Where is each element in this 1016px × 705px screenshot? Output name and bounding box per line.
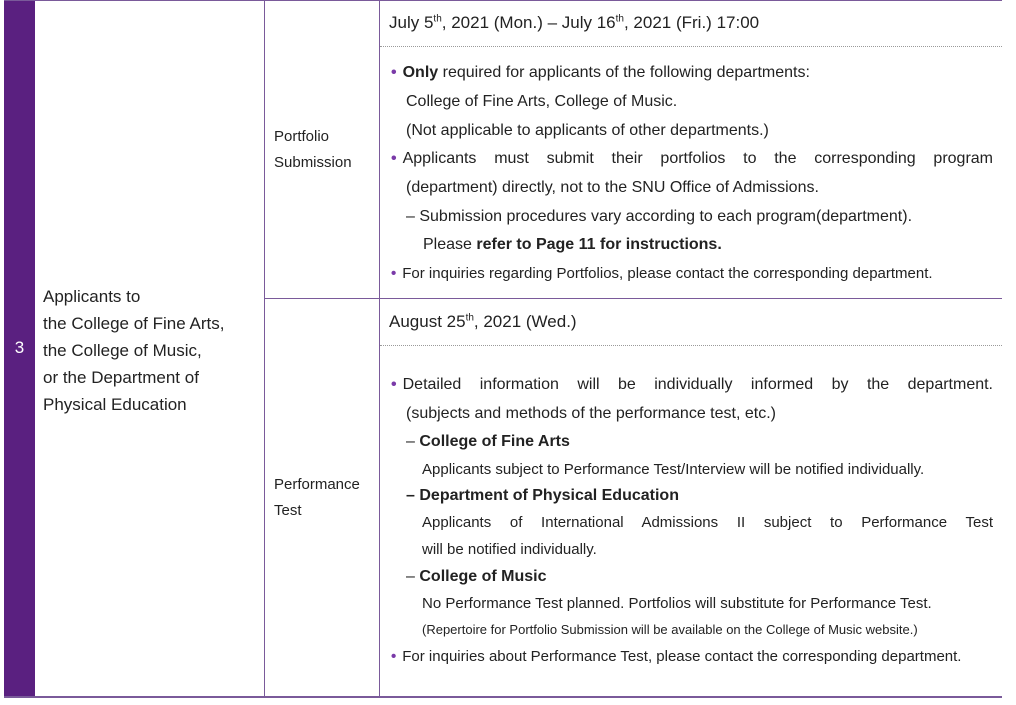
date-part: August 25	[389, 312, 466, 331]
applicant-line: Physical Education	[43, 395, 187, 414]
music-heading	[406, 568, 546, 586]
detail-line-1	[391, 376, 993, 394]
fine-arts-text: Applicants subject to Performance Test/Interview will be notified individually.	[422, 461, 925, 478]
fine-arts-heading	[406, 433, 570, 451]
fine-arts-title: College of Fine Arts	[419, 433, 570, 450]
bullet-icon: •	[391, 376, 397, 393]
category-line: Test	[274, 502, 302, 519]
date-suffix: th	[433, 13, 442, 25]
category-line: Performance	[274, 476, 360, 493]
date-part: , 2021 (Mon.) – July 16	[441, 13, 616, 32]
pe-text-1: Applicants of International Admissions II subject to Performance Test	[422, 514, 993, 531]
bullet-icon: •	[391, 150, 397, 167]
row-number: 3	[14, 338, 25, 357]
category-line: Submission	[274, 154, 352, 171]
only-text: required for applicants of the following departments:	[442, 64, 810, 81]
date-part: , 2021 (Wed.)	[473, 312, 577, 331]
music-text: No Performance Test planned. Portfolios will substitute for Performance Test.	[422, 595, 932, 612]
bullet-icon: •	[391, 265, 397, 282]
applicant-line: the College of Music,	[43, 341, 202, 360]
dash: –	[406, 487, 415, 504]
refer-text: refer to Page 11 for instructions.	[476, 236, 722, 253]
submit-text: Applicants must submit their portfolios to the corresponding program	[402, 150, 993, 167]
not-applicable-line: (Not applicable to applicants of other departments.)	[406, 122, 769, 139]
applicant-line: or the Department of	[43, 368, 199, 387]
performance-inquiries-line	[391, 648, 961, 665]
pe-text-2: will be notified individually.	[422, 541, 597, 558]
submit-line-2: (department) directly, not to the SNU Office of Admissions.	[406, 179, 819, 196]
date-part: , 2021 (Fri.) 17:00	[623, 13, 760, 32]
applicant-line: Applicants to	[43, 287, 141, 306]
procedures-line: – Submission procedures vary according to each program(department).	[406, 208, 913, 225]
detail-line-2: (subjects and methods of the performance test, etc.)	[406, 405, 776, 422]
category-line: Portfolio	[274, 128, 330, 145]
pe-title: Department of Physical Education	[419, 487, 679, 504]
date-suffix: th	[465, 312, 474, 324]
only-label: Only	[402, 64, 439, 81]
detail-text: Detailed information will be individually informed by the department.	[402, 376, 993, 393]
music-note: (Repertoire for Portfolio Submission will be available on the College of Music website.)	[422, 622, 918, 637]
inquiries-text: For inquiries about Performance Test, please contact the corresponding department.	[402, 648, 962, 665]
pe-heading	[406, 487, 679, 505]
date-suffix: th	[615, 13, 624, 25]
dash: –	[406, 433, 415, 450]
applicant-line: the College of Fine Arts,	[43, 314, 225, 333]
music-title: College of Music	[419, 568, 547, 585]
please-text: Please	[423, 236, 472, 253]
dash: –	[406, 568, 415, 585]
date-part: July 5	[389, 13, 434, 32]
bullet-icon: •	[391, 648, 397, 665]
bullet-icon: •	[391, 64, 397, 81]
inquiries-text: For inquiries regarding Portfolios, please contact the corresponding department.	[402, 265, 933, 282]
departments-line: College of Fine Arts, College of Music.	[406, 93, 678, 110]
